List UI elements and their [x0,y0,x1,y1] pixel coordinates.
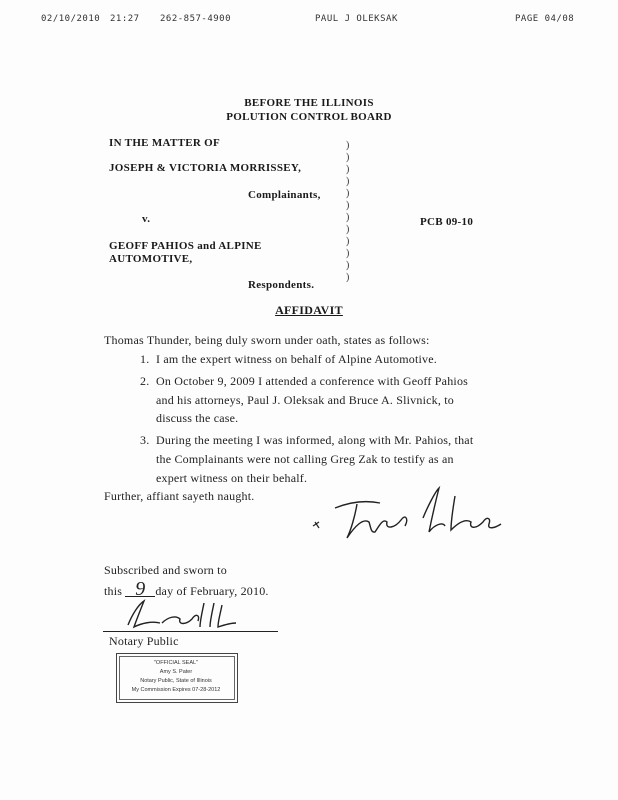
case-number: PCB 09-10 [420,216,474,228]
caption-matter: IN THE MATTER OF [109,137,221,149]
board-heading-line2: POLUTION CONTROL BOARD [226,111,392,123]
notary-seal [116,653,238,703]
item-text: On October 9, 2009 I attended a conference with Geoff Pahios [156,374,469,388]
item-number: 3. [140,433,150,447]
versus-label: v. [142,213,151,225]
seal-line4: My Commission Expires 07-28-2012 [131,687,221,693]
jurat-rest: day of February, 2010. [155,584,269,598]
board-heading-line1: BEFORE THE ILLINOIS [244,97,374,109]
list-item [140,352,437,367]
fax-date: 02/10/2010 [41,14,101,24]
item-text: and his attorneys, Paul J. Oleksak and Bruce A. Slivnick, to [156,393,454,407]
affidavit-closing: Further, affiant sayeth naught. [104,489,255,503]
seal-line2: Amy S. Pater [159,669,193,675]
respondents-line1: GEOFF PAHIOS and ALPINE [109,240,262,252]
fax-time: 21:27 [110,14,140,24]
jurat-day: 9 [125,582,155,597]
item-number: 1. [140,352,150,366]
affiant-signature [305,478,505,548]
list-item [140,433,473,448]
affidavit-intro: Thomas Thunder, being duly sworn under oath, states as follows: [104,333,430,347]
notary-label: Notary Public [109,634,179,648]
respondents-line2: AUTOMOTIVE, [109,253,193,265]
complainants-names: JOSEPH & VICTORIA MORRISSEY, [109,162,302,174]
notary-signature-line [103,631,278,632]
respondents-role: Respondents. [248,279,315,291]
item-text: I am the expert witness on behalf of Alpine Automotive. [156,352,437,366]
item-text: the Complainants were not calling Greg Zak to testify as an [156,452,454,466]
jurat-this: this [104,584,123,598]
fax-page: PAGE 04/08 [515,14,575,24]
seal-line3: Notary Public, State of Illinois [140,678,212,684]
notary-signature [118,597,248,633]
fax-sender: PAUL J OLEKSAK [315,14,398,24]
affidavit-title: AFFIDAVIT [275,303,343,317]
item-text: During the meeting I was informed, along with Mr. Pahios, that [156,433,474,447]
item-text: expert witness on their behalf. [156,471,308,485]
document-page: 02/10/2010 21:27 262-857-4900 PAUL J OLEKSAK PAGE 04/08 BEFORE THE ILLINOIS POLUTION CONTROL BOARD IN THE MATTER OF JOSEPH & VICTORIA MORRISSEY, Complainants, v. PCB 09-10 GEOFF PAHIOS and ALPINE AUTOMOTIVE, Respondents. ) ) ) ) ) ) ) ) ) ) ) ) AFFIDAVIT Thomas Thunder, being duly sworn under oath, states as follows: 1. I am the expert witness on behalf of Alpine Automotive. 2. On October 9, 2009 I attended a conference with Geoff Pahios and his attorneys, Paul J. Oleksak and Bruce A. Slivnick, to discuss the case. 3. During the meeting I was informed, along with Mr. Pahios, that the Complainants were not calling Greg Zak to testify as an expert witness on their behalf. Further, affiant sayeth naught. Subscribed and sworn to this 9 day of February, 2010. Notary Public "OFFICIAL SEAL" Amy S. Pater Notary Public, State of Illinois My Commission Expires 07-28-2012 [0,0,618,800]
complainants-role: Complainants, [248,189,321,201]
item-number: 2. [140,374,150,388]
item-text: discuss the case. [156,411,239,425]
list-item [140,374,468,389]
jurat-line1: Subscribed and sworn to [104,563,227,577]
seal-line1: "OFFICIAL SEAL" [153,660,199,666]
fax-phone: 262-857-4900 [160,14,232,24]
